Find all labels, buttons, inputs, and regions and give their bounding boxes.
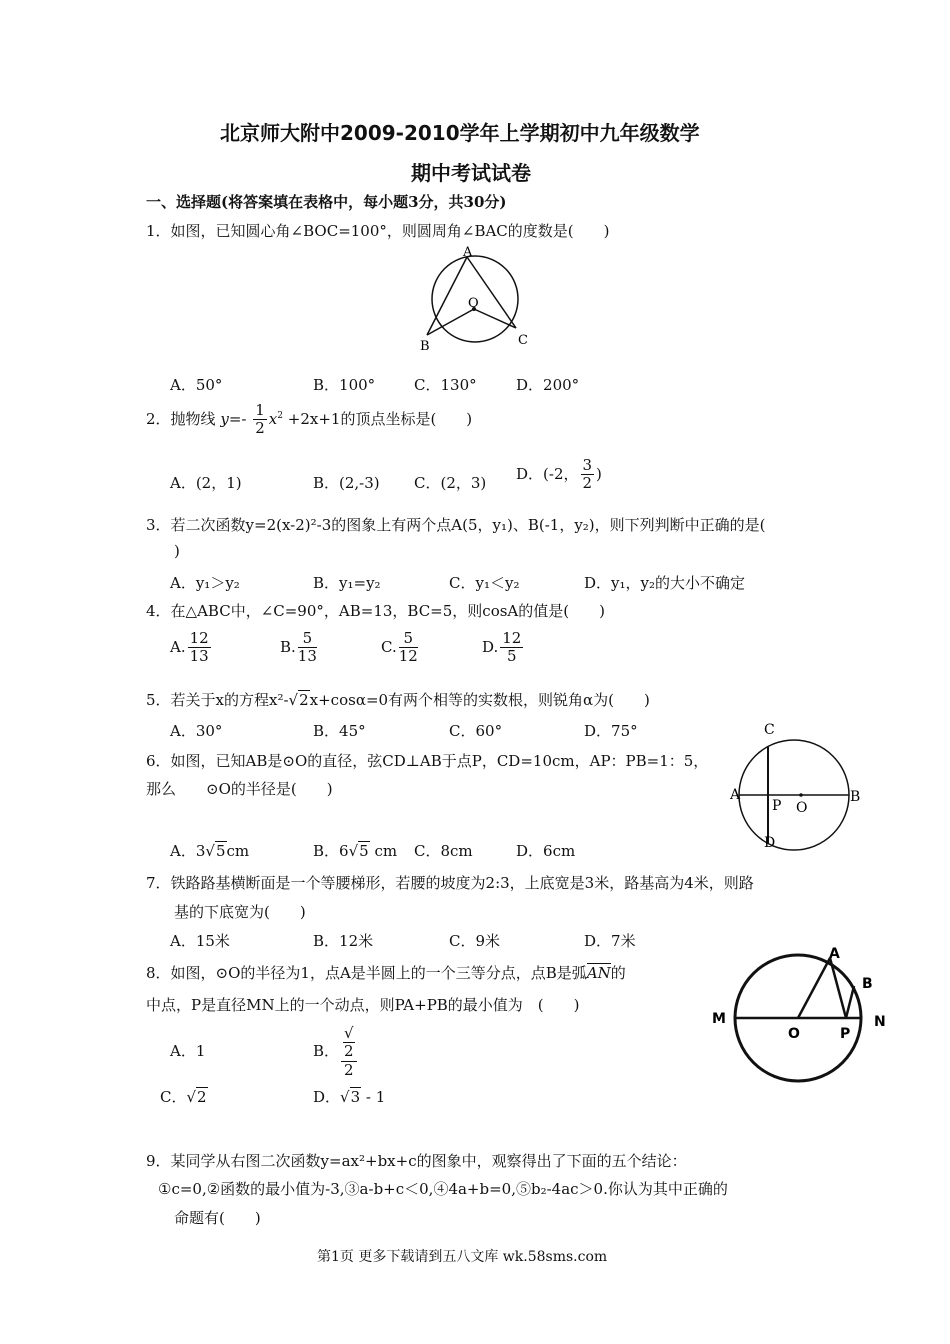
q1-option-a: A．50° [170,376,223,394]
q8-option-b: B． √ 2 2 [313,1025,359,1079]
q6-option-b: B．6√5 cm [313,842,398,860]
q6-label-o: O [796,800,808,816]
q4-option-d: D. $\frac{12}{5}$ [482,629,522,666]
q1-option-d: D．200° [516,376,580,394]
question-8-line1: 8．如图，⊙O的半径为1，点A是半圆上的一个三等分点，点B是弧AN的 [146,964,626,982]
q5-option-b: B．45° [313,722,366,740]
q4-option-c: C. $\frac{5}{12}$ [381,629,418,666]
q6-option-c: C．8cm [414,842,473,860]
question-1-stem: 1．如图，已知圆心角∠BOC=100°，则圆周角∠BAC的度数是( ) [146,222,610,240]
question-6-line1: 6．如图，已知AB是⊙O的直径，弦CD⊥AB于点P，CD=10cm，AP：PB=1：5， [146,752,709,770]
question-9-line3: 命题有( ) [174,1209,261,1227]
q4-option-a: A. $\frac{12}{13}$ [170,629,209,666]
q3-option-c: C．y₁＜y₂ [449,574,520,592]
question-7-line2: 基的下底宽为( ) [174,903,306,921]
q6-label-d: D [764,835,776,851]
q6-option-a: A．3√5cm [170,842,250,860]
question-9-line2: ①c=0,②函数的最小值为-3,③a-b+c＜0,④4a+b=0,⑤b₂-4ac＞0.你认为其中正确的 [158,1180,728,1198]
q2-option-c: C．(2，3) [414,474,487,492]
question-3-line1: 3．若二次函数y=2(x-2)²-3的图象上有两个点A(5，y₁)、B(-1，y₂)，则下列判断中正确的是( [146,516,766,534]
q2-option-a: A．(2，1) [170,474,242,492]
q6-label-a: A [730,787,741,803]
question-5-stem: 5．若关于x的方程x²-√2x+cosα=0有两个相等的实数根，则锐角α为( ) [146,691,650,709]
q2-option-b: B．(2,-3) [313,474,380,492]
exam-title-line2: 期中考试试卷 [411,161,531,185]
q8-label-n: N [874,1014,886,1030]
question-3-line2: ) [174,542,180,560]
question-8-line2: 中点，P是直径MN上的一个动点，则PA+PB的最小值为 ( ) [146,996,580,1014]
q8-semicircle-figure [702,942,897,1092]
q8-option-c: C．√2 [160,1088,207,1106]
q4-option-b: B. $\frac{5}{13}$ [280,629,317,666]
q8-option-a: A．1 [170,1042,206,1060]
page-footer: 第1页 更多下载请到五八文库 wk.58sms.com [317,1249,608,1265]
q6-label-b: B [850,789,861,805]
q8-label-p: P [840,1026,851,1042]
question-7-line1: 7．铁路路基横断面是一个等腰梯形，若腰的坡度为2:3，上底宽是3米，路基高为4米，则路 [146,874,754,892]
q6-option-d: D．6cm [516,842,576,860]
q7-option-c: C．9米 [449,932,501,950]
q8-label-a: A [829,946,840,962]
q5-option-d: D．75° [584,722,638,740]
q2-option-d: D．(-2， $\frac{3}{2}$ ) [516,456,602,493]
question-6-line2: 那么 ⊙O的半径是( ) [146,780,333,798]
question-9-line1: 9．某同学从右图二次函数y=ax²+bx+c的图象中，观察得出了下面的五个结论： [146,1152,687,1170]
section-heading: 一、选择题(将答案填在表格中，每小题3分，共30分) [146,193,507,211]
q1-label-c: C [518,333,528,348]
question-2-stem: 2．抛物线 y=- $\frac{1}{2}$ $x^2 +2x+1$的顶点坐标是( ) [146,401,473,438]
q7-option-a: A．15米 [170,932,230,950]
exam-title-line1: 北京师大附中2009-2010学年上学期初中九年级数学 [220,121,700,145]
q3-option-d: D．y₁，y₂的大小不确定 [584,574,746,592]
q1-option-c: C．130° [414,376,477,394]
q8-label-o: O [788,1026,800,1042]
q6-circle-figure [724,718,869,853]
q7-option-b: B．12米 [313,932,374,950]
q7-option-d: D．7米 [584,932,636,950]
q8-label-b: B [862,976,873,992]
q5-option-a: A．30° [170,722,223,740]
q1-label-a: A [463,246,473,260]
q1-label-o: O [468,296,479,311]
q1-label-b: B [420,339,430,354]
q6-label-c: C [764,722,775,738]
q1-circle-figure [410,246,540,356]
q8-option-d: D．√3 - 1 [313,1088,386,1106]
q1-option-b: B．100° [313,376,376,394]
q6-label-p: P [772,798,782,814]
q3-option-b: B．y₁=y₂ [313,574,381,592]
q8-label-m: M [712,1011,726,1027]
question-4-stem: 4．在△ABC中，∠C=90°，AB=13，BC=5，则cosA的值是( ) [146,602,605,620]
q3-option-a: A．y₁＞y₂ [170,574,240,592]
q5-option-c: C．60° [449,722,503,740]
